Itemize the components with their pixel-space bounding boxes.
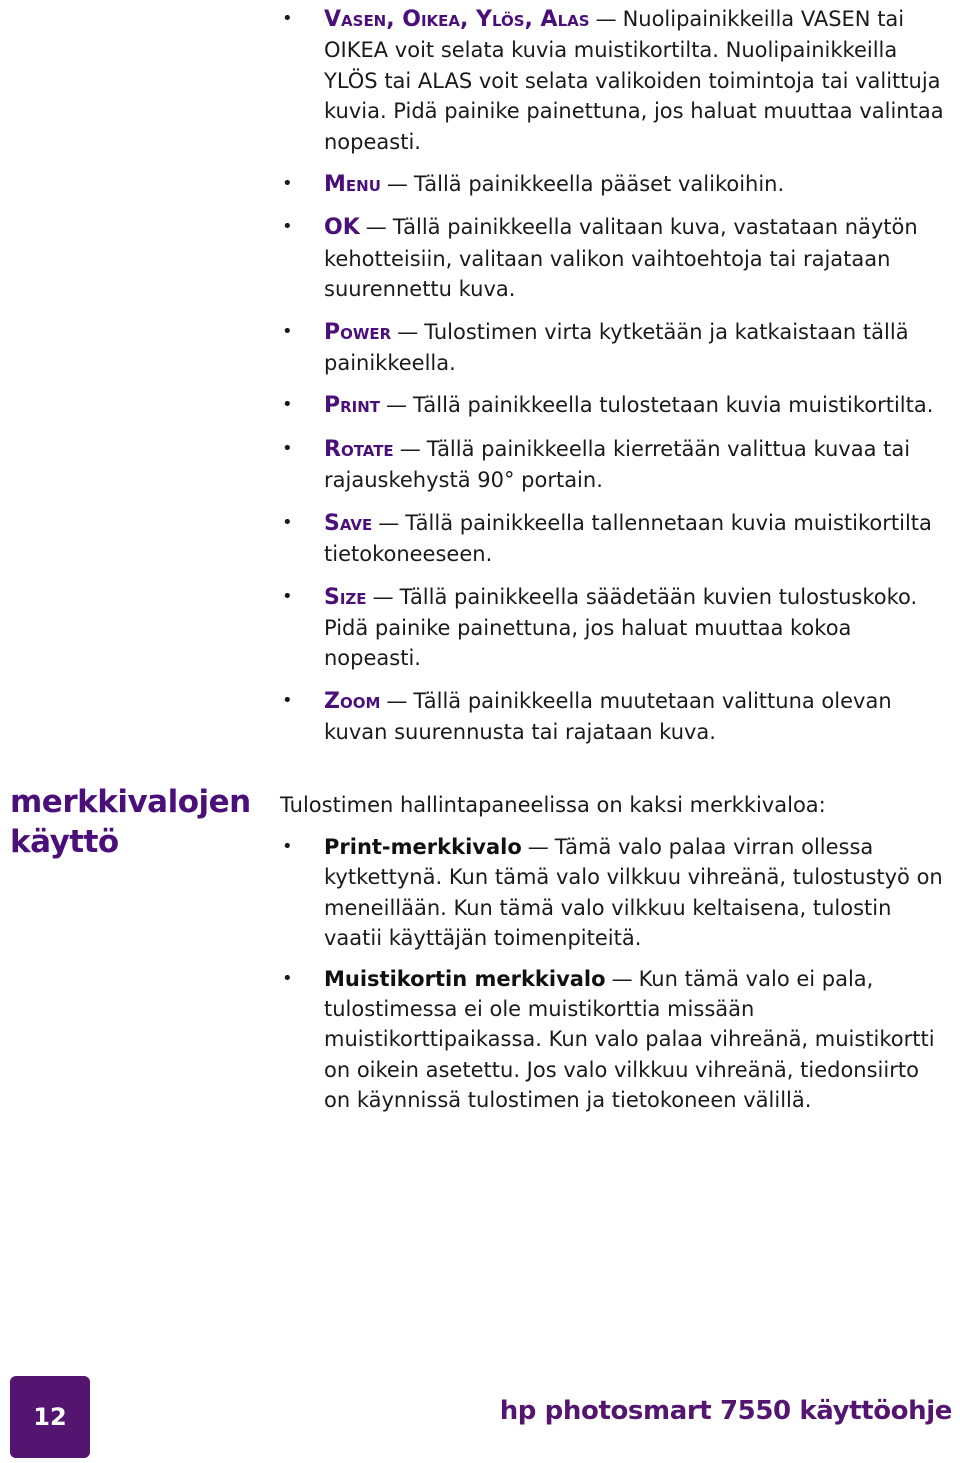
list-item: • Menu — Tällä painikkeella pääset valikoihin.	[280, 169, 948, 200]
section-intro: Tulostimen hallintapaneelissa on kaksi merkkivaloa:	[280, 793, 826, 817]
footer-title: hp photosmart 7550 käyttöohje	[499, 1396, 952, 1426]
light-description: Kun tämä valo ei pala, tulostimessa ei ole muistikorttia missään muistikorttipaikassa. Kun valo palaa vihreänä, muistikortti on oikein asetettu. Jos valo vilkkuu vihreänä, tiedonsiirto on käynnissä tulostimen ja tietokoneen välillä.	[324, 966, 935, 1113]
bullet-icon: •	[282, 173, 293, 195]
button-description: Tällä painikkeella valitaan kuva, vastataan näytön kehotteisiin, valitaan valikon vaihtoehtoja tai rajataan suurennettu kuva.	[324, 215, 918, 302]
list-item: • Muistikortin merkkivalo — Kun tämä valo ei pala, tulostimessa ei ole muistikorttia missään muistikorttipaikassa. Kun valo palaa vihreänä, muistikortti on oikein asetettu. Jos valo vilkkuu vihreänä, tiedonsiirto on käynnissä tulostimen ja tietokoneen välillä.	[280, 964, 948, 1116]
light-name: Print-merkkivalo	[324, 835, 522, 859]
button-description: Tällä painikkeella tallennetaan kuvia muistikortilta tietokoneeseen.	[324, 510, 932, 567]
button-name: Power	[324, 319, 392, 345]
light-list	[280, 832, 948, 1116]
button-name: Zoom	[324, 688, 381, 714]
section-title: merkkivalojen käyttö	[10, 784, 251, 860]
list-item: • Zoom — Tällä painikkeella muutetaan valittuna olevan kuvan suurennusta tai rajataan kuva.	[280, 686, 948, 748]
page-number: 12	[33, 1403, 67, 1431]
button-description: Nuolipainikkeilla VASEN tai OIKEA voit selata kuvia muistikortilta. Nuolipainikkeilla YLÖS tai ALAS voit selata valikoiden toimintoja tai valittuja kuvia. Pidä painike painettuna, jos haluat muuttaa valintaa nopeasti.	[324, 7, 944, 154]
list-item: • Size — Tällä painikkeella säädetään kuvien tulostuskoko. Pidä painike painettuna, jos haluat muuttaa kokoa nopeasti.	[280, 582, 948, 674]
button-description: Tällä painikkeella säädetään kuvien tulostuskoko. Pidä painike painettuna, jos haluat muuttaa kokoa nopeasti.	[324, 584, 918, 671]
light-name: Muistikortin merkkivalo	[324, 966, 606, 991]
button-description: Tällä painikkeella kierretään valittua kuvaa tai rajauskehystä 90° portain.	[324, 436, 911, 493]
light-description: Tämä valo palaa virran ollessa kytkettynä. Kun tämä valo vilkkuu vihreänä, tulostustyö on meneillään. Kun tämä valo vilkkuu keltaisena, tulostin vaatii käyttäjän toimenpiteitä.	[324, 835, 943, 951]
bullet-icon: •	[282, 8, 293, 29]
list-item: • Print — Tällä painikkeella tulostetaan kuvia muistikortilta.	[280, 390, 948, 421]
list-item: • OK — Tällä painikkeella valitaan kuva, vastataan näytön kehotteisiin, valitaan valikon vaihtoehtoja tai rajataan suurennettu kuva.	[280, 212, 948, 304]
button-name: Rotate	[324, 436, 394, 462]
button-list-section	[280, 4, 948, 760]
list-item: • Power — Tulostimen virta kytketään ja katkaistaan tällä painikkeella.	[280, 317, 948, 379]
bullet-icon: •	[282, 511, 293, 533]
list-item: • Vasen, Oikea, Ylös, Alas — Nuolipainikkeilla VASEN tai OIKEA voit selata kuvia muistikortilta. Nuolipainikkeilla YLÖS tai ALAS voit selata valikoiden toimintoja tai valittuja kuvia. Pidä painike painettuna, jos haluat muuttaa valintaa nopeasti.	[280, 4, 948, 157]
list-item: • Print-merkkivalo — Tämä valo palaa virran ollessa kytkettynä. Kun tämä valo vilkkuu vihreänä, tulostustyö on meneillään. Kun tämä valo vilkkuu keltaisena, tulostin vaatii käyttäjän toimenpiteitä.	[280, 832, 948, 954]
button-name: OK	[324, 215, 360, 241]
bullet-icon: •	[282, 585, 293, 607]
page-number-badge	[10, 1376, 90, 1458]
button-description: Tällä painikkeella muutetaan valittuna olevan kuvan suurennusta tai rajataan kuva.	[324, 688, 892, 745]
button-list	[280, 4, 948, 748]
bullet-icon: •	[282, 437, 293, 459]
bullet-icon: •	[282, 320, 293, 342]
list-item: • Rotate — Tällä painikkeella kierretään valittua kuvaa tai rajauskehystä 90° portain.	[280, 434, 948, 496]
light-list-section	[280, 832, 948, 1128]
button-name: Print	[324, 393, 381, 419]
button-description: Tällä painikkeella pääset valikoihin.	[413, 172, 785, 197]
bullet-icon: •	[282, 394, 293, 416]
bullet-icon: •	[282, 689, 293, 711]
bullet-icon: •	[282, 216, 293, 238]
list-item: • Save — Tällä painikkeella tallennetaan kuvia muistikortilta tietokoneeseen.	[280, 508, 948, 570]
button-name: Save	[324, 510, 373, 536]
button-description: Tulostimen virta kytketään ja katkaistaan tällä painikkeella.	[324, 319, 909, 376]
bullet-icon: •	[282, 967, 293, 989]
bullet-icon: •	[282, 836, 293, 857]
button-description: Tällä painikkeella tulostetaan kuvia muistikortilta.	[413, 393, 934, 418]
button-name: Vasen, Oikea, Ylös, Alas	[324, 7, 590, 32]
button-name: Size	[324, 584, 367, 610]
button-name: Menu	[324, 172, 381, 198]
